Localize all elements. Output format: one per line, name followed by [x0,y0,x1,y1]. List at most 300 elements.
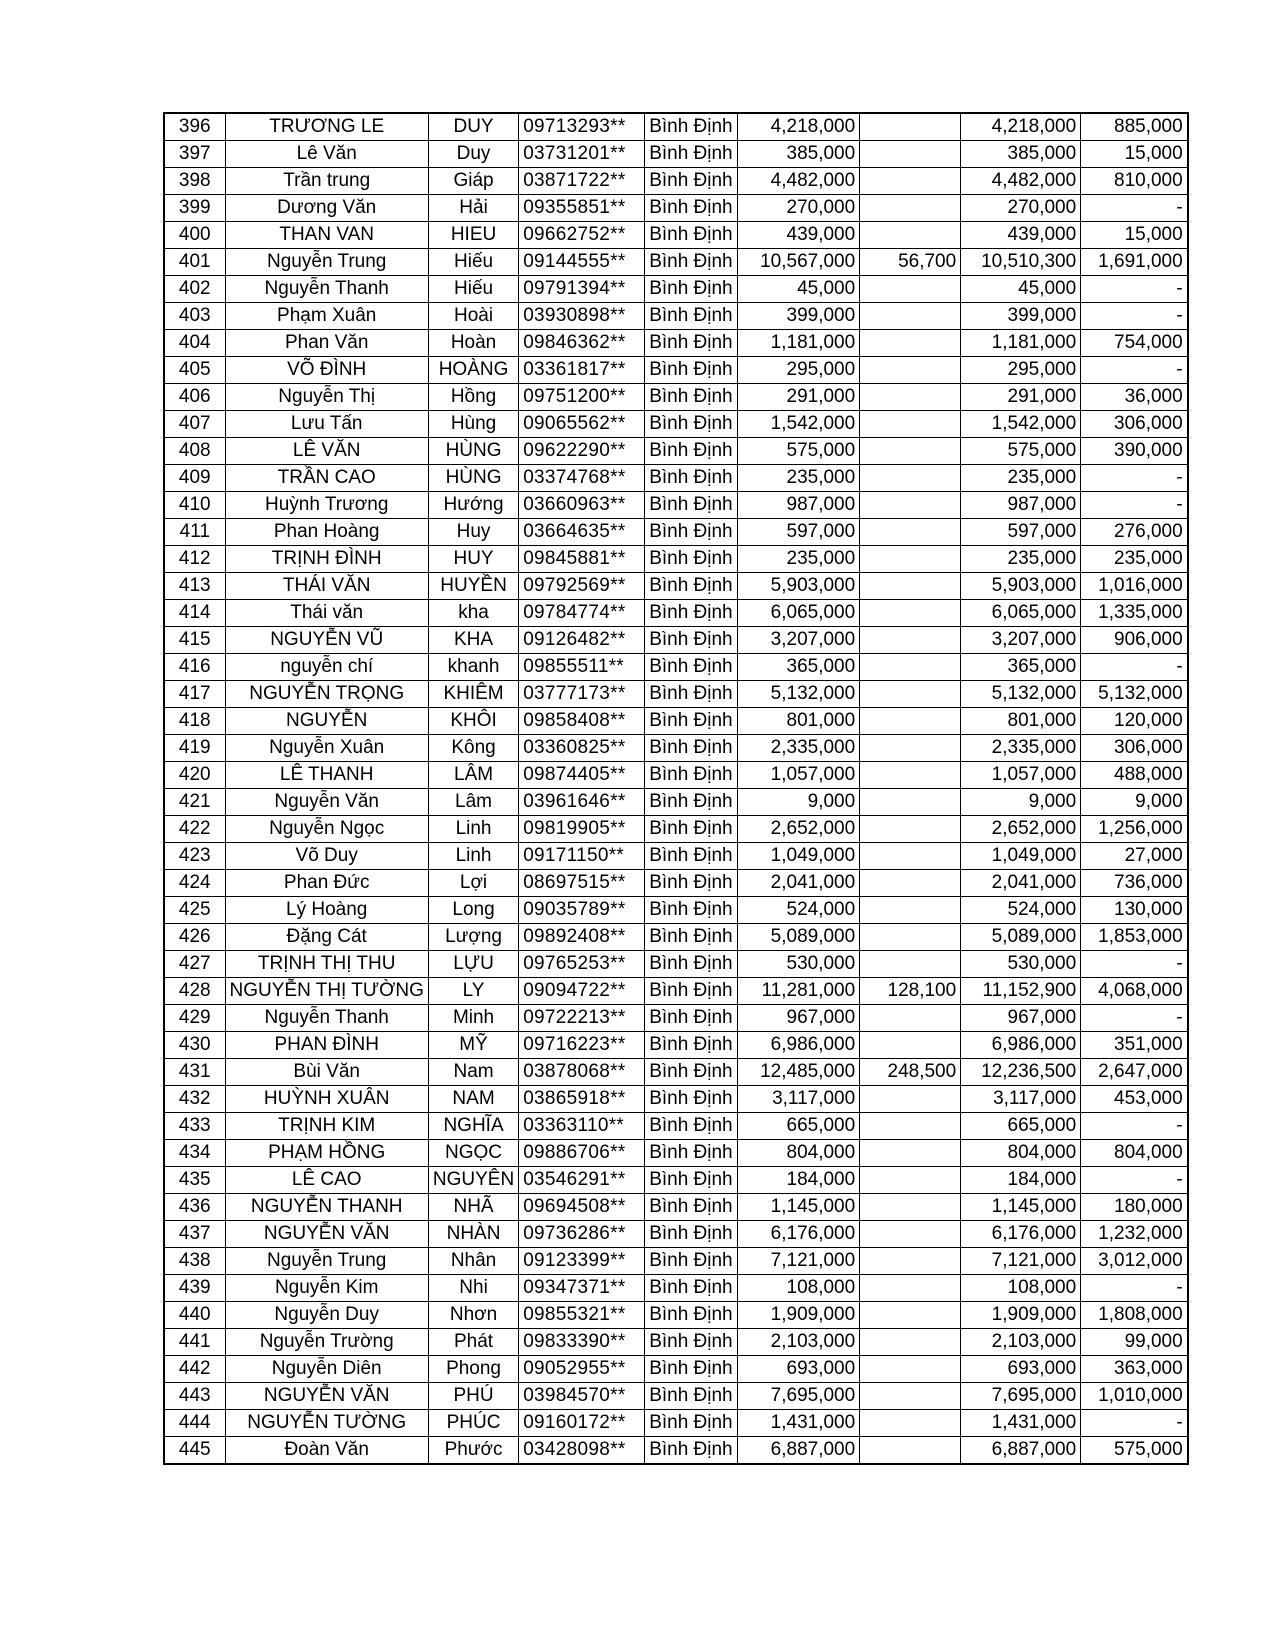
total-amount-cell: 3,207,000 [738,627,860,654]
row-number: 411 [164,519,225,546]
table-row [164,492,1188,519]
net-amount-cell: 1,057,000 [961,762,1081,789]
row-number: 428 [164,978,225,1005]
bonus-cell: 804,000 [1081,1140,1188,1167]
deduction-cell [860,654,961,681]
net-amount-cell: 6,065,000 [961,600,1081,627]
deduction-cell [860,411,961,438]
province-cell: Bình Định [645,1194,738,1221]
bonus-cell: 27,000 [1081,843,1188,870]
net-amount-cell: 1,431,000 [961,1410,1081,1437]
phone-cell: 09716223** [519,1032,645,1059]
phone-cell: 03871722** [519,168,645,195]
first-name-cell: Kông [428,735,518,762]
net-amount-cell: 1,181,000 [961,330,1081,357]
province-cell: Bình Định [645,249,738,276]
bonus-cell: 1,016,000 [1081,573,1188,600]
deduction-cell [860,519,961,546]
province-cell: Bình Định [645,735,738,762]
first-name-cell: Nhi [428,1275,518,1302]
row-number: 422 [164,816,225,843]
first-name-cell: LÂM [428,762,518,789]
table-row [164,1329,1188,1356]
net-amount-cell: 108,000 [961,1275,1081,1302]
net-amount-cell: 2,652,000 [961,816,1081,843]
bonus-cell: - [1081,276,1188,303]
total-amount-cell: 1,909,000 [738,1302,860,1329]
phone-cell: 09123399** [519,1248,645,1275]
province-cell: Bình Định [645,762,738,789]
deduction-cell [860,1194,961,1221]
bonus-cell: 390,000 [1081,438,1188,465]
row-number: 402 [164,276,225,303]
first-name-cell: HUY [428,546,518,573]
last-name-cell: NGUYỄN TƯỜNG [225,1410,428,1437]
last-name-cell: Nguyễn Diên [225,1356,428,1383]
deduction-cell [860,600,961,627]
phone-cell: 09144555** [519,249,645,276]
table-row [164,1194,1188,1221]
province-cell: Bình Định [645,1140,738,1167]
table-row [164,195,1188,222]
net-amount-cell: 804,000 [961,1140,1081,1167]
row-number: 416 [164,654,225,681]
total-amount-cell: 2,041,000 [738,870,860,897]
last-name-cell: LÊ VĂN [225,438,428,465]
bonus-cell: 1,256,000 [1081,816,1188,843]
deduction-cell: 128,100 [860,978,961,1005]
last-name-cell: Nguyễn Xuân [225,735,428,762]
deduction-cell [860,951,961,978]
phone-cell: 09126482** [519,627,645,654]
last-name-cell: Trần trung [225,168,428,195]
first-name-cell: LY [428,978,518,1005]
net-amount-cell: 665,000 [961,1113,1081,1140]
row-number: 423 [164,843,225,870]
row-number: 405 [164,357,225,384]
data-table [163,112,1189,1465]
first-name-cell: Nhân [428,1248,518,1275]
row-number: 396 [164,113,225,141]
total-amount-cell: 235,000 [738,546,860,573]
deduction-cell [860,330,961,357]
province-cell: Bình Định [645,1356,738,1383]
phone-cell: 09694508** [519,1194,645,1221]
first-name-cell: DUY [428,113,518,141]
net-amount-cell: 1,542,000 [961,411,1081,438]
bonus-cell: 15,000 [1081,141,1188,168]
total-amount-cell: 693,000 [738,1356,860,1383]
first-name-cell: khanh [428,654,518,681]
last-name-cell: HUỲNH XUÂN [225,1086,428,1113]
phone-cell: 03984570** [519,1383,645,1410]
total-amount-cell: 575,000 [738,438,860,465]
first-name-cell: KHA [428,627,518,654]
last-name-cell: Đoàn Văn [225,1437,428,1465]
phone-cell: 09160172** [519,1410,645,1437]
last-name-cell: Nguyễn Trung [225,1248,428,1275]
last-name-cell: Nguyễn Thanh [225,1005,428,1032]
table-row [164,816,1188,843]
net-amount-cell: 235,000 [961,465,1081,492]
last-name-cell: LÊ THANH [225,762,428,789]
deduction-cell [860,1383,961,1410]
phone-cell: 09713293** [519,113,645,141]
deduction-cell [860,789,961,816]
total-amount-cell: 184,000 [738,1167,860,1194]
province-cell: Bình Định [645,870,738,897]
province-cell: Bình Định [645,1275,738,1302]
deduction-cell [860,816,961,843]
last-name-cell: NGUYỄN VŨ [225,627,428,654]
row-number: 420 [164,762,225,789]
deduction-cell [860,303,961,330]
phone-cell: 03363110** [519,1113,645,1140]
net-amount-cell: 1,049,000 [961,843,1081,870]
province-cell: Bình Định [645,843,738,870]
province-cell: Bình Định [645,816,738,843]
first-name-cell: NGỌC [428,1140,518,1167]
net-amount-cell: 4,218,000 [961,113,1081,141]
table-row [164,546,1188,573]
table-row [164,141,1188,168]
table-row [164,465,1188,492]
table-row [164,1302,1188,1329]
phone-cell: 03878068** [519,1059,645,1086]
row-number: 409 [164,465,225,492]
deduction-cell [860,384,961,411]
bonus-cell: 99,000 [1081,1329,1188,1356]
phone-cell: 09792569** [519,573,645,600]
table-row [164,897,1188,924]
table-row [164,222,1188,249]
phone-cell: 09347371** [519,1275,645,1302]
deduction-cell [860,113,961,141]
first-name-cell: Hiếu [428,249,518,276]
first-name-cell: LỰU [428,951,518,978]
province-cell: Bình Định [645,1302,738,1329]
province-cell: Bình Định [645,357,738,384]
bonus-cell: - [1081,951,1188,978]
row-number: 400 [164,222,225,249]
deduction-cell [860,762,961,789]
table-row [164,1059,1188,1086]
table-row [164,708,1188,735]
table-row [164,411,1188,438]
net-amount-cell: 270,000 [961,195,1081,222]
table-row [164,600,1188,627]
deduction-cell [860,1302,961,1329]
bonus-cell: 1,808,000 [1081,1302,1188,1329]
phone-cell: 09035789** [519,897,645,924]
phone-cell: 09736286** [519,1221,645,1248]
bonus-cell: 351,000 [1081,1032,1188,1059]
table-row [164,1113,1188,1140]
bonus-cell: - [1081,1167,1188,1194]
net-amount-cell: 967,000 [961,1005,1081,1032]
row-number: 401 [164,249,225,276]
bonus-cell: 235,000 [1081,546,1188,573]
bonus-cell: 306,000 [1081,411,1188,438]
province-cell: Bình Định [645,600,738,627]
bonus-cell: 276,000 [1081,519,1188,546]
province-cell: Bình Định [645,519,738,546]
deduction-cell [860,465,961,492]
total-amount-cell: 987,000 [738,492,860,519]
bonus-cell: 130,000 [1081,897,1188,924]
phone-cell: 03360825** [519,735,645,762]
bonus-cell: 885,000 [1081,113,1188,141]
first-name-cell: NHÀN [428,1221,518,1248]
row-number: 419 [164,735,225,762]
province-cell: Bình Định [645,411,738,438]
province-cell: Bình Định [645,654,738,681]
province-cell: Bình Định [645,546,738,573]
total-amount-cell: 7,695,000 [738,1383,860,1410]
bonus-cell: 488,000 [1081,762,1188,789]
total-amount-cell: 1,431,000 [738,1410,860,1437]
total-amount-cell: 10,567,000 [738,249,860,276]
bonus-cell: 1,691,000 [1081,249,1188,276]
first-name-cell: HÙNG [428,438,518,465]
bonus-cell: - [1081,654,1188,681]
total-amount-cell: 2,103,000 [738,1329,860,1356]
table-row [164,168,1188,195]
table-row [164,1410,1188,1437]
deduction-cell [860,735,961,762]
first-name-cell: Minh [428,1005,518,1032]
row-number: 433 [164,1113,225,1140]
bonus-cell: 180,000 [1081,1194,1188,1221]
bonus-cell: 2,647,000 [1081,1059,1188,1086]
total-amount-cell: 365,000 [738,654,860,681]
row-number: 431 [164,1059,225,1086]
bonus-cell: 15,000 [1081,222,1188,249]
table-row [164,1248,1188,1275]
row-number: 412 [164,546,225,573]
phone-cell: 09833390** [519,1329,645,1356]
net-amount-cell: 5,903,000 [961,573,1081,600]
table-row [164,384,1188,411]
first-name-cell: PHÚC [428,1410,518,1437]
table-row [164,1005,1188,1032]
first-name-cell: Phước [428,1437,518,1465]
province-cell: Bình Định [645,1005,738,1032]
row-number: 399 [164,195,225,222]
phone-cell: 09094722** [519,978,645,1005]
last-name-cell: PHAN ĐÌNH [225,1032,428,1059]
province-cell: Bình Định [645,978,738,1005]
last-name-cell: Lý Hoàng [225,897,428,924]
table-row [164,357,1188,384]
net-amount-cell: 6,176,000 [961,1221,1081,1248]
net-amount-cell: 10,510,300 [961,249,1081,276]
phone-cell: 03374768** [519,465,645,492]
table-row [164,1383,1188,1410]
last-name-cell: Nguyễn Thị [225,384,428,411]
last-name-cell: PHẠM HỒNG [225,1140,428,1167]
last-name-cell: TRỊNH THỊ THU [225,951,428,978]
table-row [164,303,1188,330]
bonus-cell: 3,012,000 [1081,1248,1188,1275]
last-name-cell: NGUYỄN [225,708,428,735]
row-number: 415 [164,627,225,654]
phone-cell: 09722213** [519,1005,645,1032]
last-name-cell: Phan Hoàng [225,519,428,546]
province-cell: Bình Định [645,708,738,735]
first-name-cell: PHÚ [428,1383,518,1410]
bonus-cell: 5,132,000 [1081,681,1188,708]
last-name-cell: THÁI VĂN [225,573,428,600]
table-row [164,519,1188,546]
phone-cell: 09874405** [519,762,645,789]
table-row [164,276,1188,303]
total-amount-cell: 12,485,000 [738,1059,860,1086]
bonus-cell: 575,000 [1081,1437,1188,1465]
table-body [164,113,1188,1464]
deduction-cell [860,1248,961,1275]
net-amount-cell: 399,000 [961,303,1081,330]
last-name-cell: Nguyễn Thanh [225,276,428,303]
province-cell: Bình Định [645,1167,738,1194]
bonus-cell: 1,853,000 [1081,924,1188,951]
row-number: 418 [164,708,225,735]
deduction-cell [860,897,961,924]
phone-cell: 03361817** [519,357,645,384]
province-cell: Bình Định [645,1248,738,1275]
province-cell: Bình Định [645,1113,738,1140]
total-amount-cell: 399,000 [738,303,860,330]
table-row [164,249,1188,276]
deduction-cell [860,222,961,249]
phone-cell: 03664635** [519,519,645,546]
province-cell: Bình Định [645,897,738,924]
phone-cell: 03930898** [519,303,645,330]
province-cell: Bình Định [645,627,738,654]
phone-cell: 03777173** [519,681,645,708]
bonus-cell: 4,068,000 [1081,978,1188,1005]
row-number: 407 [164,411,225,438]
deduction-cell [860,1140,961,1167]
total-amount-cell: 295,000 [738,357,860,384]
bonus-cell: - [1081,465,1188,492]
first-name-cell: Long [428,897,518,924]
phone-cell: 03660963** [519,492,645,519]
table-row [164,1167,1188,1194]
first-name-cell: Linh [428,816,518,843]
bonus-cell: 120,000 [1081,708,1188,735]
first-name-cell: MỸ [428,1032,518,1059]
table-row [164,1275,1188,1302]
province-cell: Bình Định [645,222,738,249]
row-number: 424 [164,870,225,897]
province-cell: Bình Định [645,1410,738,1437]
net-amount-cell: 2,041,000 [961,870,1081,897]
row-number: 436 [164,1194,225,1221]
last-name-cell: Phạm Xuân [225,303,428,330]
first-name-cell: Huy [428,519,518,546]
last-name-cell: THAN VAN [225,222,428,249]
first-name-cell: kha [428,600,518,627]
deduction-cell [860,573,961,600]
total-amount-cell: 524,000 [738,897,860,924]
row-number: 427 [164,951,225,978]
deduction-cell [860,1275,961,1302]
province-cell: Bình Định [645,1059,738,1086]
net-amount-cell: 184,000 [961,1167,1081,1194]
net-amount-cell: 1,909,000 [961,1302,1081,1329]
deduction-cell [860,681,961,708]
bonus-cell: - [1081,1005,1188,1032]
table-row [164,1140,1188,1167]
deduction-cell [860,168,961,195]
total-amount-cell: 801,000 [738,708,860,735]
deduction-cell [860,438,961,465]
phone-cell: 09065562** [519,411,645,438]
first-name-cell: Hồng [428,384,518,411]
first-name-cell: KHIÊM [428,681,518,708]
deduction-cell [860,141,961,168]
deduction-cell [860,1032,961,1059]
row-number: 439 [164,1275,225,1302]
bonus-cell: 9,000 [1081,789,1188,816]
bonus-cell: - [1081,492,1188,519]
province-cell: Bình Định [645,1383,738,1410]
last-name-cell: Phan Đức [225,870,428,897]
total-amount-cell: 1,145,000 [738,1194,860,1221]
total-amount-cell: 3,117,000 [738,1086,860,1113]
total-amount-cell: 4,482,000 [738,168,860,195]
net-amount-cell: 524,000 [961,897,1081,924]
province-cell: Bình Định [645,303,738,330]
bonus-cell: - [1081,357,1188,384]
row-number: 430 [164,1032,225,1059]
total-amount-cell: 291,000 [738,384,860,411]
first-name-cell: HUYỀN [428,573,518,600]
phone-cell: 03546291** [519,1167,645,1194]
row-number: 417 [164,681,225,708]
total-amount-cell: 235,000 [738,465,860,492]
deduction-cell [860,1167,961,1194]
first-name-cell: Phong [428,1356,518,1383]
last-name-cell: Thái văn [225,600,428,627]
total-amount-cell: 108,000 [738,1275,860,1302]
bonus-cell: 736,000 [1081,870,1188,897]
last-name-cell: TRỊNH ĐÌNH [225,546,428,573]
net-amount-cell: 5,089,000 [961,924,1081,951]
net-amount-cell: 439,000 [961,222,1081,249]
last-name-cell: NGUYỄN VĂN [225,1221,428,1248]
phone-cell: 03428098** [519,1437,645,1465]
first-name-cell: Hải [428,195,518,222]
first-name-cell: Duy [428,141,518,168]
table-row [164,438,1188,465]
total-amount-cell: 6,065,000 [738,600,860,627]
last-name-cell: Nguyễn Văn [225,789,428,816]
last-name-cell: Đặng Cát [225,924,428,951]
province-cell: Bình Định [645,492,738,519]
table-row [164,951,1188,978]
phone-cell: 03961646** [519,789,645,816]
first-name-cell: Nam [428,1059,518,1086]
first-name-cell: HÙNG [428,465,518,492]
table-row [164,681,1188,708]
total-amount-cell: 1,542,000 [738,411,860,438]
phone-cell: 09855321** [519,1302,645,1329]
province-cell: Bình Định [645,573,738,600]
total-amount-cell: 6,986,000 [738,1032,860,1059]
total-amount-cell: 1,057,000 [738,762,860,789]
